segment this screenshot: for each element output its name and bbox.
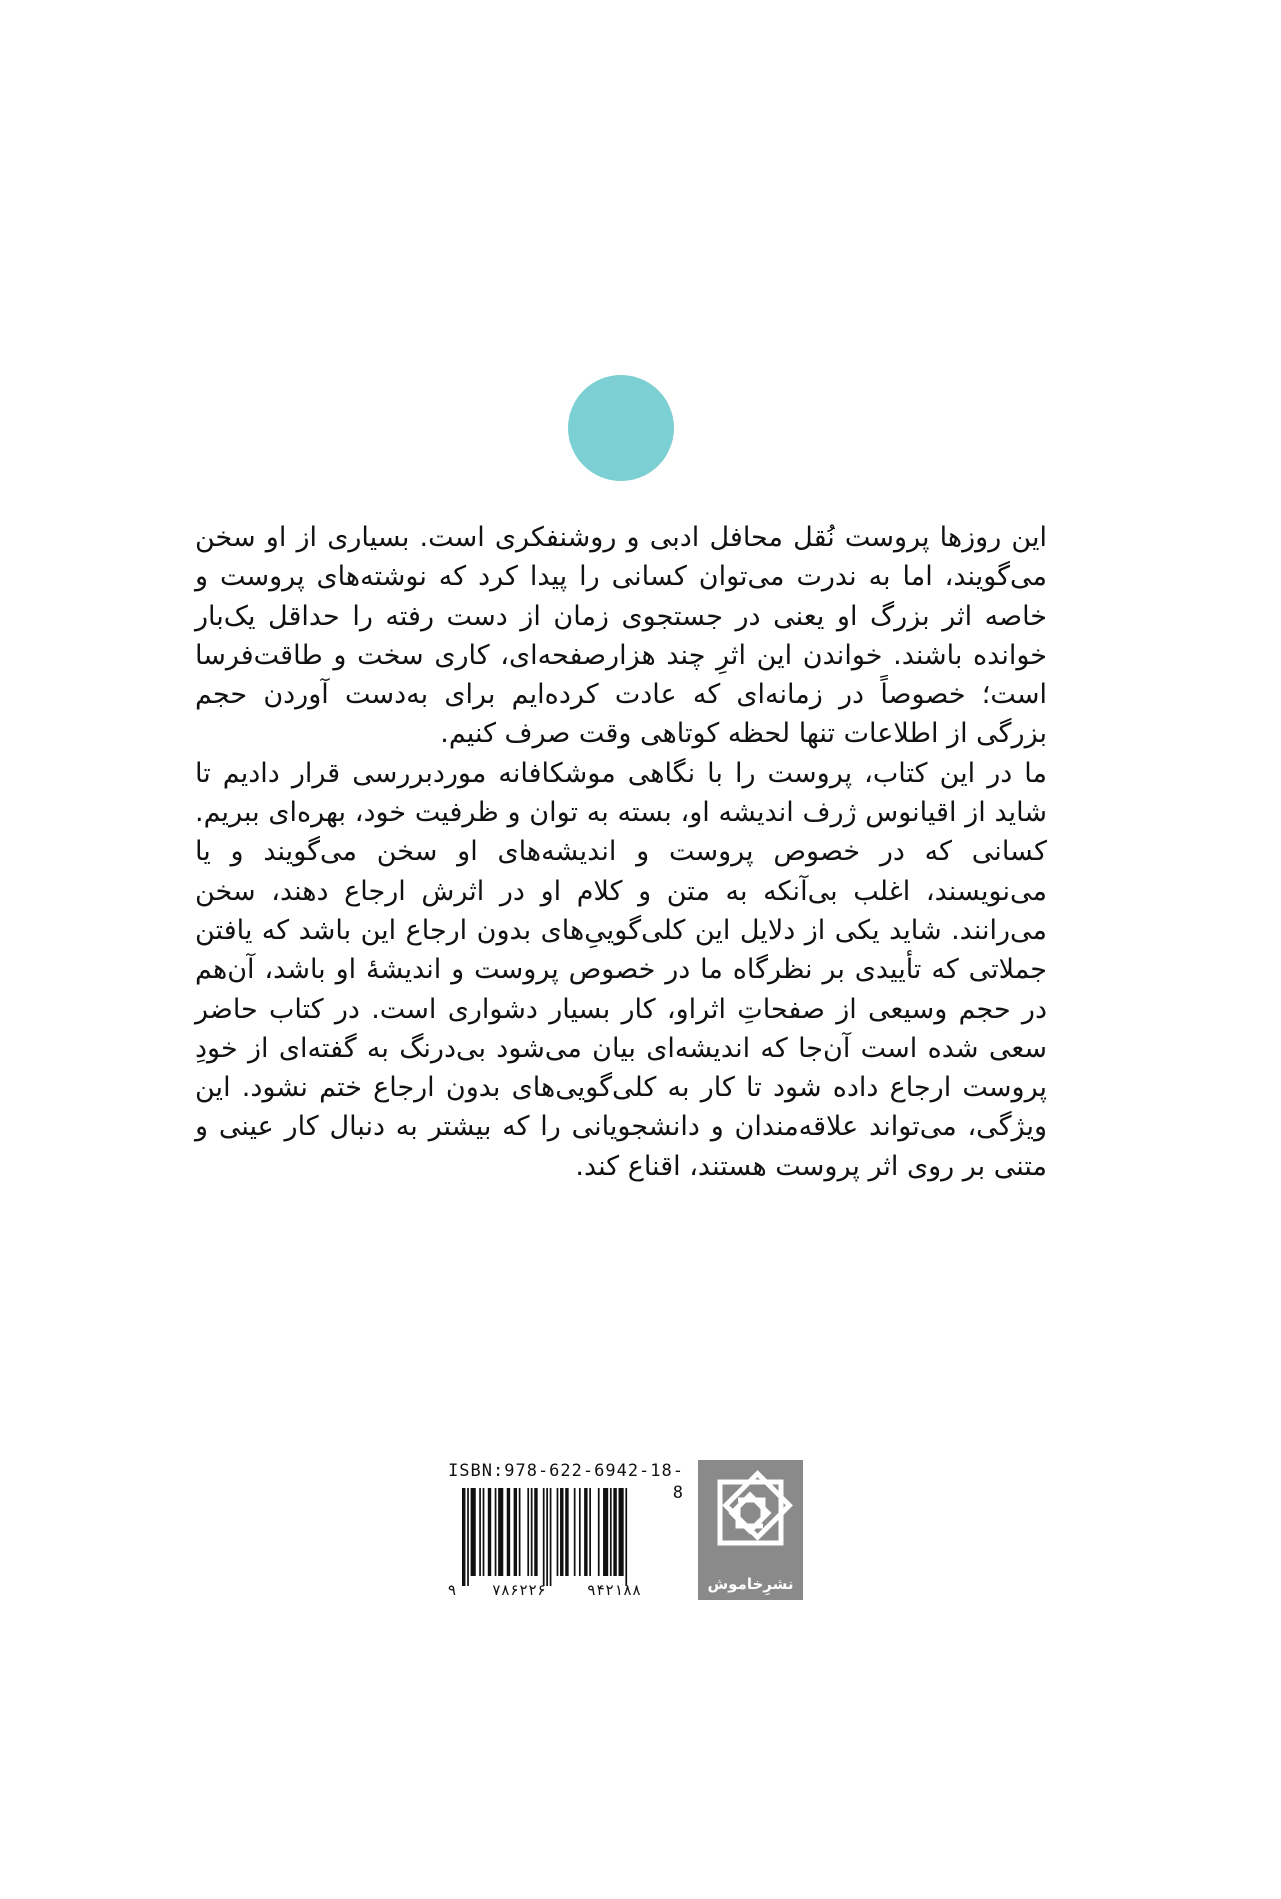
barcode-right-digits: ۹۴۲۱۸۸ xyxy=(586,1581,642,1598)
barcode-bar xyxy=(550,1488,552,1586)
blurb-paragraph-2: ما در این کتاب، پروست را با نگاهی موشکافانه موردبررسی قرار دادیم تا شاید از اقیانوس ژرف اندیشه او، بسته به توان و ظرفیت خود، بهره‌ای ببریم. کسانی که در خصوص پروست و اندیشه‌های او سخن می‌گویند و یا می‌نویسند، اغلب بی‌آنکه به متن و کلام او در اثرش ارجاع دهند، سخن می‌رانند. شاید یکی از دلایل این کلی‌گوییِ‌های بدون ارجاع این باشد که یافتن جملاتی که تأییدی بر نظرگاه ما در خصوص پروست و اندیشهٔ او باشد، آن‌هم در حجم وسیعی از صفحاتِ اثراو، کار بسیار دشواری است. در کتاب حاضر سعی شده است آن‌جا که اندیشه‌ای بیان می‌شود بی‌درنگ به گفته‌ای از خودِ پروست ارجاع داده شود تا کار به کلی‌گویی‌های بدون ارجاع ختم نشود. این ویژگی، می‌تواند علاقه‌مندان و دانشجویانی را که بیشتر به دنبال کار عینی و متنی بر روی اثر پروست هستند، اقناع کند. xyxy=(195,757,1047,1182)
barcode-bar xyxy=(498,1488,503,1576)
barcode-bar xyxy=(543,1488,545,1586)
barcode-bar xyxy=(584,1488,587,1576)
barcode-bar xyxy=(519,1488,521,1576)
back-cover-blurb xyxy=(195,518,1047,1186)
barcode-bar xyxy=(488,1488,491,1576)
barcode-bar xyxy=(546,1488,548,1586)
barcode-bar xyxy=(467,1488,469,1586)
barcode-lead-digit: ۹ xyxy=(447,1581,457,1598)
barcode-bars xyxy=(462,1488,627,1586)
barcode-bar xyxy=(619,1488,624,1576)
barcode-bar xyxy=(495,1488,497,1576)
barcode-bar xyxy=(598,1488,600,1576)
barcode-bar xyxy=(507,1488,510,1576)
barcode-bar xyxy=(579,1488,581,1576)
barcode-bar xyxy=(589,1488,591,1576)
barcode-bar xyxy=(574,1488,576,1576)
barcode-bar xyxy=(625,1488,627,1586)
barcode-bar xyxy=(471,1488,476,1576)
barcode-left-digits: ۷۸۶۲۲۶ xyxy=(491,1581,547,1598)
barcode-bar xyxy=(462,1488,465,1586)
isbn-label: ISBN:978-622-6942-18-8 xyxy=(448,1461,684,1503)
decorative-circle xyxy=(568,375,674,481)
barcode-bar xyxy=(531,1488,533,1576)
publisher-name: نشرِخاموش xyxy=(707,1575,794,1593)
barcode-bar xyxy=(603,1488,608,1576)
barcode-bar xyxy=(613,1488,616,1576)
barcode-bar xyxy=(557,1488,559,1576)
blurb-paragraph-1: این روزها پروست نُقل محافل ادبی و روشنفکری است. بسیاری از او سخن می‌گویند، اما به ندرت می‌توان کسانی را پیدا کرد که نوشته‌های پروست و خاصه اثر بزرگ او یعنی در جستجوی زمان از دست رفته را حداقل یک‌بار خوانده باشند. خواندن این اثرِ چند هزارصفحه‌ای، کاری سخت و طاقت‌فرسا است؛ خصوصاً در زمانه‌ای که عادت کرده‌ایم برای به‌دست آوردن حجم بزرگی از اطلاعات تنها لحظه کوتاهی وقت صرف کنیم. xyxy=(195,522,1047,750)
isbn-barcode xyxy=(444,1488,684,1598)
barcode-bar xyxy=(479,1488,481,1576)
barcode-bar xyxy=(560,1488,563,1576)
barcode-bar xyxy=(610,1488,612,1576)
barcode-bar xyxy=(534,1488,537,1576)
barcode-bar xyxy=(483,1488,485,1576)
publisher-logo xyxy=(698,1460,803,1600)
barcode-bar xyxy=(527,1488,529,1576)
barcode-bar xyxy=(565,1488,568,1576)
barcode-bar xyxy=(514,1488,517,1576)
